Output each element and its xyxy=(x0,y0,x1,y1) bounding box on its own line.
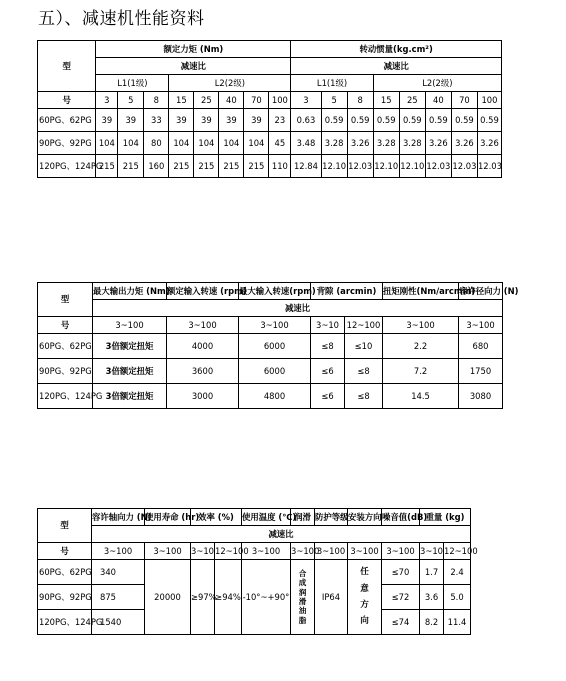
rated-input-speed-header: 额定输入转速 (rpm) xyxy=(167,283,239,300)
range-cell: 3~10 xyxy=(191,543,215,560)
noise-cell: ≤70 xyxy=(382,560,420,585)
lubrication-cell: 合成润滑油脂 xyxy=(291,560,315,635)
inertia-cell: 3.48 xyxy=(291,132,321,155)
model-header-bottom: 号 xyxy=(38,317,93,334)
torque-cell: 39 xyxy=(169,109,194,132)
torque-cell: 215 xyxy=(244,155,269,178)
ratio-cell: 15 xyxy=(169,92,194,109)
table-row xyxy=(38,560,471,585)
temperature-cell: -10°~+90° xyxy=(242,560,291,635)
protection-cell: IP64 xyxy=(315,560,348,635)
radial-force-cell: 3080 xyxy=(459,384,503,409)
range-cell: 3~100 xyxy=(145,543,191,560)
axial-force-cell: 875 xyxy=(92,585,145,610)
inertia-cell: 12.03 xyxy=(425,155,451,178)
ratio-header: 减速比 xyxy=(291,58,502,75)
torque-cell: 39 xyxy=(219,109,244,132)
stiffness-cell: 14.5 xyxy=(383,384,459,409)
inertia-cell: 3.26 xyxy=(425,132,451,155)
weight-cell: 2.4 xyxy=(444,560,471,585)
inertia-cell: 3.26 xyxy=(477,132,501,155)
axial-force-cell: 340 xyxy=(92,560,145,585)
ratio-cell: 70 xyxy=(244,92,269,109)
ratio-header: 减速比 xyxy=(93,300,503,317)
ratio-cell: 5 xyxy=(321,92,347,109)
range-cell: 3~100 xyxy=(242,543,291,560)
service-life-cell: 20000 xyxy=(145,560,191,635)
weight-header: 重量 (kg) xyxy=(420,509,471,526)
model-header-top: 型 xyxy=(38,41,96,92)
range-cell: 3~100 xyxy=(167,317,239,334)
ratio-cell: 15 xyxy=(373,92,399,109)
radial-force-cell: 680 xyxy=(459,334,503,359)
weight-cell: 5.0 xyxy=(444,585,471,610)
ratio-cell: 100 xyxy=(477,92,501,109)
efficiency-cell: ≥94% xyxy=(215,560,242,635)
max-torque-cell: 3倍额定扭矩 xyxy=(93,384,167,409)
rated-speed-cell: 3000 xyxy=(167,384,239,409)
inertia-cell: 0.59 xyxy=(477,109,501,132)
mounting-header: 安装方向 xyxy=(348,509,382,526)
temperature-header: 使用温度 (℃) xyxy=(242,509,291,526)
table-row xyxy=(38,132,502,155)
backlash-cell: ≤6 xyxy=(311,359,345,384)
torque-cell: 104 xyxy=(194,132,219,155)
max-speed-cell: 4800 xyxy=(239,384,311,409)
ratio-header: 减速比 xyxy=(92,526,471,543)
model-cell: 120PG、124PG xyxy=(38,384,93,409)
inertia-cell: 0.59 xyxy=(451,109,477,132)
noise-header: 噪音值(dB) xyxy=(382,509,420,526)
backlash-header: 背隙 (arcmin) xyxy=(311,283,383,300)
max-speed-cell: 6000 xyxy=(239,334,311,359)
torque-inertia-table xyxy=(37,40,502,178)
torque-cell: 215 xyxy=(118,155,144,178)
torque-cell: 104 xyxy=(169,132,194,155)
weight-cell: 1.7 xyxy=(420,560,444,585)
torque-cell: 104 xyxy=(244,132,269,155)
speed-backlash-table xyxy=(37,282,519,409)
service-life-header: 使用寿命 (hr) xyxy=(145,509,191,526)
model-cell: 60PG、62PG xyxy=(38,334,93,359)
torque-cell: 215 xyxy=(96,155,118,178)
model-cell: 120PG、124PG xyxy=(38,610,92,635)
stiffness-cell: 2.2 xyxy=(383,334,459,359)
torque-cell: 23 xyxy=(269,109,291,132)
inertia-cell: 0.63 xyxy=(291,109,321,132)
lubrication-header: 润滑 xyxy=(291,509,315,526)
table-row xyxy=(38,334,503,359)
range-cell: 3~100 xyxy=(459,317,503,334)
max-speed-cell: 6000 xyxy=(239,359,311,384)
torque-cell: 39 xyxy=(96,109,118,132)
torque-cell: 39 xyxy=(118,109,144,132)
torque-cell: 39 xyxy=(194,109,219,132)
inertia-cell: 12.03 xyxy=(451,155,477,178)
ratio-cell: 70 xyxy=(451,92,477,109)
max-torque-cell: 3倍额定扭矩 xyxy=(93,334,167,359)
l2-header: L2(2级) xyxy=(169,75,291,92)
backlash-cell: ≤10 xyxy=(345,334,383,359)
max-input-speed-header: 最大输入转速(rpm) xyxy=(239,283,311,300)
general-spec-table xyxy=(37,508,478,635)
axial-force-header: 容许轴向力 (N) xyxy=(92,509,145,526)
inertia-cell: 12.84 xyxy=(291,155,321,178)
ratio-cell: 40 xyxy=(219,92,244,109)
range-cell: 3~100 xyxy=(382,543,420,560)
torque-cell: 80 xyxy=(144,132,169,155)
range-cell: 3~100 xyxy=(93,317,167,334)
inertia-cell: 12.10 xyxy=(373,155,399,178)
range-cell: 3~100 xyxy=(348,543,382,560)
section-title: 五）、减速机性能资料 xyxy=(38,9,205,29)
inertia-cell: 3.26 xyxy=(451,132,477,155)
ratio-cell: 8 xyxy=(144,92,169,109)
inertia-cell: 0.59 xyxy=(373,109,399,132)
stiffness-cell: 7.2 xyxy=(383,359,459,384)
backlash-cell: ≤8 xyxy=(345,359,383,384)
max-output-torque-header: 最大输出力矩 (Nm) xyxy=(93,283,167,300)
ratio-cell: 3 xyxy=(291,92,321,109)
torque-cell: 33 xyxy=(144,109,169,132)
radial-force-cell: 1750 xyxy=(459,359,503,384)
range-cell: 12~100 xyxy=(345,317,383,334)
axial-force-cell: 1540 xyxy=(92,610,145,635)
inertia-cell: 3.28 xyxy=(399,132,425,155)
range-cell: 3~10 xyxy=(311,317,345,334)
model-header-top: 型 xyxy=(38,283,93,317)
efficiency-cell: ≥97% xyxy=(191,560,215,635)
range-cell: 12~100 xyxy=(215,543,242,560)
model-header-bottom: 号 xyxy=(38,92,96,109)
ratio-cell: 5 xyxy=(118,92,144,109)
protection-header: 防护等级 xyxy=(315,509,348,526)
ratio-cell: 8 xyxy=(347,92,373,109)
torsional-stiffness-header: 扭矩刚性(Nm/arcmin) xyxy=(383,283,459,300)
model-header-top: 型 xyxy=(38,509,92,543)
range-cell: 3~100 xyxy=(92,543,145,560)
inertia-cell: 0.59 xyxy=(321,109,347,132)
ratio-cell: 3 xyxy=(96,92,118,109)
model-header-bottom: 号 xyxy=(38,543,92,560)
max-torque-cell: 3倍额定扭矩 xyxy=(93,359,167,384)
ratio-cell: 25 xyxy=(399,92,425,109)
torque-cell: 215 xyxy=(169,155,194,178)
ratio-header: 减速比 xyxy=(96,58,291,75)
weight-cell: 3.6 xyxy=(420,585,444,610)
inertia-cell: 3.28 xyxy=(321,132,347,155)
model-cell: 90PG、92PG xyxy=(38,585,92,610)
weight-cell: 8.2 xyxy=(420,610,444,635)
inertia-cell: 12.03 xyxy=(347,155,373,178)
backlash-cell: ≤6 xyxy=(311,384,345,409)
table-row xyxy=(38,155,502,178)
weight-cell: 11.4 xyxy=(444,610,471,635)
torque-cell: 45 xyxy=(269,132,291,155)
table-row xyxy=(38,384,503,409)
inertia-cell: 12.10 xyxy=(399,155,425,178)
range-cell: 12~100 xyxy=(444,543,471,560)
table-row xyxy=(38,109,502,132)
range-cell: 3~100 xyxy=(291,543,315,560)
inertia-cell: 3.28 xyxy=(373,132,399,155)
ratio-cell: 40 xyxy=(425,92,451,109)
torque-cell: 110 xyxy=(269,155,291,178)
rated-torque-header: 额定力矩 (Nm) xyxy=(96,41,291,58)
torque-cell: 160 xyxy=(144,155,169,178)
model-cell: 60PG、62PG xyxy=(38,109,96,132)
range-cell: 3~100 xyxy=(315,543,348,560)
table-row xyxy=(38,359,503,384)
backlash-cell: ≤8 xyxy=(311,334,345,359)
torque-cell: 215 xyxy=(194,155,219,178)
efficiency-header: 效率 (%) xyxy=(191,509,242,526)
torque-cell: 104 xyxy=(96,132,118,155)
l1-header: L1(1级) xyxy=(291,75,373,92)
range-cell: 3~100 xyxy=(239,317,311,334)
noise-cell: ≤72 xyxy=(382,585,420,610)
range-cell: 3~100 xyxy=(383,317,459,334)
radial-force-header: 容许径向力 (N) xyxy=(459,283,503,300)
torque-cell: 215 xyxy=(219,155,244,178)
inertia-cell: 0.59 xyxy=(399,109,425,132)
model-cell: 90PG、92PG xyxy=(38,132,96,155)
ratio-cell: 100 xyxy=(269,92,291,109)
inertia-cell: 12.03 xyxy=(477,155,501,178)
inertia-cell: 0.59 xyxy=(425,109,451,132)
l2-header: L2(2级) xyxy=(373,75,501,92)
ratio-cell: 25 xyxy=(194,92,219,109)
inertia-cell: 0.59 xyxy=(347,109,373,132)
noise-cell: ≤74 xyxy=(382,610,420,635)
inertia-cell: 3.26 xyxy=(347,132,373,155)
model-cell: 120PG、124PG xyxy=(38,155,96,178)
rated-speed-cell: 3600 xyxy=(167,359,239,384)
rated-speed-cell: 4000 xyxy=(167,334,239,359)
range-cell: 3~10 xyxy=(420,543,444,560)
torque-cell: 104 xyxy=(118,132,144,155)
inertia-cell: 12.10 xyxy=(321,155,347,178)
mounting-cell: 任意方向 xyxy=(348,560,382,635)
inertia-header: 转动惯量(kg.cm²) xyxy=(291,41,502,58)
model-cell: 60PG、62PG xyxy=(38,560,92,585)
l1-header: L1(1级) xyxy=(96,75,169,92)
torque-cell: 39 xyxy=(244,109,269,132)
backlash-cell: ≤8 xyxy=(345,384,383,409)
torque-cell: 104 xyxy=(219,132,244,155)
model-cell: 90PG、92PG xyxy=(38,359,93,384)
